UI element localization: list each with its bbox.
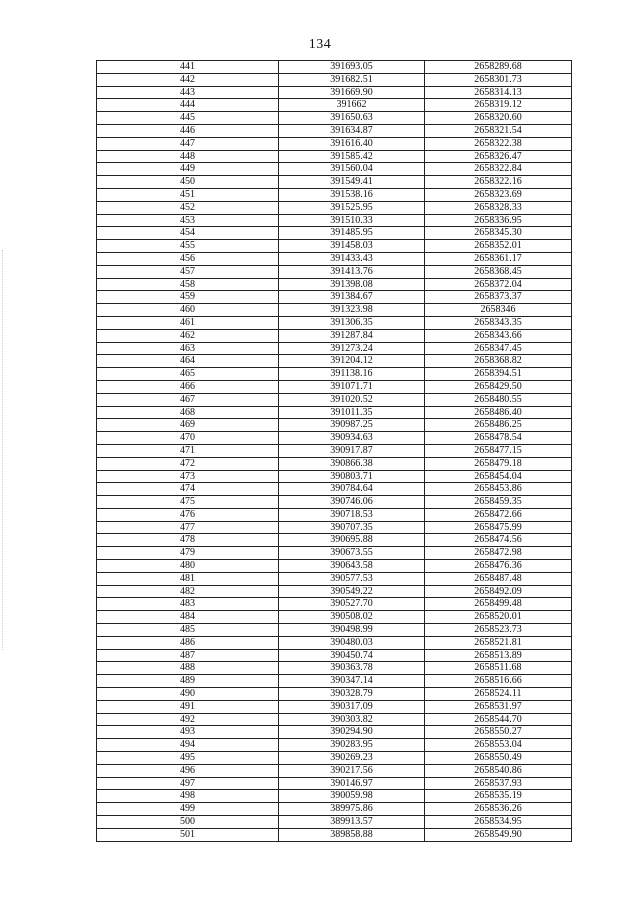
table-row bbox=[97, 291, 572, 304]
y-coordinate-cell: 2658536.26 bbox=[425, 803, 572, 816]
point-number-cell: 445 bbox=[97, 112, 279, 125]
table-row bbox=[97, 380, 572, 393]
point-number-cell: 484 bbox=[97, 611, 279, 624]
y-coordinate-cell: 2658523.73 bbox=[425, 624, 572, 637]
y-coordinate-cell: 2658550.27 bbox=[425, 726, 572, 739]
point-number-cell: 470 bbox=[97, 432, 279, 445]
y-coordinate-cell: 2658486.40 bbox=[425, 406, 572, 419]
point-number-cell: 497 bbox=[97, 777, 279, 790]
x-coordinate-cell: 391662 bbox=[279, 99, 425, 112]
table-row bbox=[97, 329, 572, 342]
y-coordinate-cell: 2658343.35 bbox=[425, 316, 572, 329]
y-coordinate-cell: 2658550.49 bbox=[425, 752, 572, 765]
x-coordinate-cell: 390784.64 bbox=[279, 483, 425, 496]
table-row bbox=[97, 496, 572, 509]
point-number-cell: 488 bbox=[97, 662, 279, 675]
table-row bbox=[97, 560, 572, 573]
y-coordinate-cell: 2658459.35 bbox=[425, 496, 572, 509]
y-coordinate-cell: 2658524.11 bbox=[425, 688, 572, 701]
point-number-cell: 501 bbox=[97, 828, 279, 841]
x-coordinate-cell: 390803.71 bbox=[279, 470, 425, 483]
y-coordinate-cell: 2658347.45 bbox=[425, 342, 572, 355]
y-coordinate-cell: 2658429.50 bbox=[425, 380, 572, 393]
x-coordinate-cell: 391020.52 bbox=[279, 393, 425, 406]
x-coordinate-cell: 391458.03 bbox=[279, 240, 425, 253]
point-number-cell: 492 bbox=[97, 713, 279, 726]
point-number-cell: 464 bbox=[97, 355, 279, 368]
x-coordinate-cell: 391682.51 bbox=[279, 73, 425, 86]
y-coordinate-cell: 2658314.13 bbox=[425, 86, 572, 99]
x-coordinate-cell: 391616.40 bbox=[279, 137, 425, 150]
table-row bbox=[97, 432, 572, 445]
x-coordinate-cell: 390508.02 bbox=[279, 611, 425, 624]
point-number-cell: 485 bbox=[97, 624, 279, 637]
y-coordinate-cell: 2658323.69 bbox=[425, 188, 572, 201]
x-coordinate-cell: 390643.58 bbox=[279, 560, 425, 573]
y-coordinate-cell: 2658553.04 bbox=[425, 739, 572, 752]
x-coordinate-cell: 389975.86 bbox=[279, 803, 425, 816]
x-coordinate-cell: 390303.82 bbox=[279, 713, 425, 726]
table-row bbox=[97, 828, 572, 841]
table-row bbox=[97, 176, 572, 189]
table-row bbox=[97, 764, 572, 777]
table-row bbox=[97, 534, 572, 547]
y-coordinate-cell: 2658499.48 bbox=[425, 598, 572, 611]
table-row bbox=[97, 137, 572, 150]
x-coordinate-cell: 390746.06 bbox=[279, 496, 425, 509]
y-coordinate-cell: 2658540.86 bbox=[425, 764, 572, 777]
y-coordinate-cell: 2658322.38 bbox=[425, 137, 572, 150]
x-coordinate-cell: 390450.74 bbox=[279, 649, 425, 662]
point-number-cell: 493 bbox=[97, 726, 279, 739]
y-coordinate-cell: 2658535.19 bbox=[425, 790, 572, 803]
point-number-cell: 498 bbox=[97, 790, 279, 803]
table-row bbox=[97, 547, 572, 560]
point-number-cell: 453 bbox=[97, 214, 279, 227]
table-row bbox=[97, 150, 572, 163]
point-number-cell: 489 bbox=[97, 675, 279, 688]
y-coordinate-cell: 2658368.45 bbox=[425, 265, 572, 278]
point-number-cell: 463 bbox=[97, 342, 279, 355]
x-coordinate-cell: 390294.90 bbox=[279, 726, 425, 739]
table-row bbox=[97, 598, 572, 611]
x-coordinate-cell: 390527.70 bbox=[279, 598, 425, 611]
table-row bbox=[97, 457, 572, 470]
point-number-cell: 460 bbox=[97, 304, 279, 317]
x-coordinate-cell: 391306.35 bbox=[279, 316, 425, 329]
x-coordinate-cell: 391071.71 bbox=[279, 380, 425, 393]
y-coordinate-cell: 2658487.48 bbox=[425, 572, 572, 585]
x-coordinate-cell: 390146.97 bbox=[279, 777, 425, 790]
table-row bbox=[97, 393, 572, 406]
table-row bbox=[97, 636, 572, 649]
table-row bbox=[97, 112, 572, 125]
y-coordinate-cell: 2658520.01 bbox=[425, 611, 572, 624]
y-coordinate-cell: 2658479.18 bbox=[425, 457, 572, 470]
y-coordinate-cell: 2658346 bbox=[425, 304, 572, 317]
y-coordinate-cell: 2658343.66 bbox=[425, 329, 572, 342]
table-row bbox=[97, 572, 572, 585]
x-coordinate-cell: 390283.95 bbox=[279, 739, 425, 752]
x-coordinate-cell: 390673.55 bbox=[279, 547, 425, 560]
y-coordinate-cell: 2658531.97 bbox=[425, 700, 572, 713]
x-coordinate-cell: 390577.53 bbox=[279, 572, 425, 585]
table-row bbox=[97, 649, 572, 662]
table-row bbox=[97, 752, 572, 765]
x-coordinate-cell: 391525.95 bbox=[279, 201, 425, 214]
x-coordinate-cell: 391413.76 bbox=[279, 265, 425, 278]
point-number-cell: 472 bbox=[97, 457, 279, 470]
y-coordinate-cell: 2658322.84 bbox=[425, 163, 572, 176]
y-coordinate-cell: 2658322.16 bbox=[425, 176, 572, 189]
y-coordinate-cell: 2658394.51 bbox=[425, 368, 572, 381]
x-coordinate-cell: 390695.88 bbox=[279, 534, 425, 547]
x-coordinate-cell: 391011.35 bbox=[279, 406, 425, 419]
y-coordinate-cell: 2658454.04 bbox=[425, 470, 572, 483]
table-row bbox=[97, 508, 572, 521]
table-row bbox=[97, 278, 572, 291]
table-row bbox=[97, 700, 572, 713]
x-coordinate-cell: 390363.78 bbox=[279, 662, 425, 675]
x-coordinate-cell: 390549.22 bbox=[279, 585, 425, 598]
point-number-cell: 494 bbox=[97, 739, 279, 752]
y-coordinate-cell: 2658476.36 bbox=[425, 560, 572, 573]
x-coordinate-cell: 390328.79 bbox=[279, 688, 425, 701]
point-number-cell: 450 bbox=[97, 176, 279, 189]
point-number-cell: 448 bbox=[97, 150, 279, 163]
point-number-cell: 457 bbox=[97, 265, 279, 278]
point-number-cell: 468 bbox=[97, 406, 279, 419]
y-coordinate-cell: 2658321.54 bbox=[425, 124, 572, 137]
x-coordinate-cell: 390707.35 bbox=[279, 521, 425, 534]
y-coordinate-cell: 2658478.54 bbox=[425, 432, 572, 445]
point-number-cell: 459 bbox=[97, 291, 279, 304]
point-number-cell: 443 bbox=[97, 86, 279, 99]
x-coordinate-cell: 390269.23 bbox=[279, 752, 425, 765]
point-number-cell: 465 bbox=[97, 368, 279, 381]
table-row bbox=[97, 675, 572, 688]
y-coordinate-cell: 2658326.47 bbox=[425, 150, 572, 163]
x-coordinate-cell: 390480.03 bbox=[279, 636, 425, 649]
table-row bbox=[97, 662, 572, 675]
x-coordinate-cell: 391538.16 bbox=[279, 188, 425, 201]
point-number-cell: 456 bbox=[97, 252, 279, 265]
point-number-cell: 481 bbox=[97, 572, 279, 585]
y-coordinate-cell: 2658534.95 bbox=[425, 816, 572, 829]
coordinate-table-body bbox=[97, 61, 572, 842]
x-coordinate-cell: 391273.24 bbox=[279, 342, 425, 355]
point-number-cell: 473 bbox=[97, 470, 279, 483]
table-row bbox=[97, 201, 572, 214]
y-coordinate-cell: 2658513.89 bbox=[425, 649, 572, 662]
y-coordinate-cell: 2658516.66 bbox=[425, 675, 572, 688]
coordinate-table bbox=[96, 60, 572, 842]
point-number-cell: 446 bbox=[97, 124, 279, 137]
point-number-cell: 495 bbox=[97, 752, 279, 765]
table-row bbox=[97, 227, 572, 240]
point-number-cell: 491 bbox=[97, 700, 279, 713]
table-row bbox=[97, 803, 572, 816]
y-coordinate-cell: 2658368.82 bbox=[425, 355, 572, 368]
table-row bbox=[97, 444, 572, 457]
table-row bbox=[97, 368, 572, 381]
point-number-cell: 454 bbox=[97, 227, 279, 240]
table-row bbox=[97, 790, 572, 803]
point-number-cell: 466 bbox=[97, 380, 279, 393]
y-coordinate-cell: 2658352.01 bbox=[425, 240, 572, 253]
table-row bbox=[97, 61, 572, 74]
table-row bbox=[97, 726, 572, 739]
y-coordinate-cell: 2658472.98 bbox=[425, 547, 572, 560]
x-coordinate-cell: 391650.63 bbox=[279, 112, 425, 125]
table-row bbox=[97, 73, 572, 86]
table-row bbox=[97, 713, 572, 726]
x-coordinate-cell: 390718.53 bbox=[279, 508, 425, 521]
point-number-cell: 444 bbox=[97, 99, 279, 112]
table-row bbox=[97, 688, 572, 701]
y-coordinate-cell: 2658301.73 bbox=[425, 73, 572, 86]
y-coordinate-cell: 2658511.68 bbox=[425, 662, 572, 675]
y-coordinate-cell: 2658477.15 bbox=[425, 444, 572, 457]
point-number-cell: 451 bbox=[97, 188, 279, 201]
x-coordinate-cell: 391634.87 bbox=[279, 124, 425, 137]
point-number-cell: 486 bbox=[97, 636, 279, 649]
point-number-cell: 447 bbox=[97, 137, 279, 150]
point-number-cell: 452 bbox=[97, 201, 279, 214]
y-coordinate-cell: 2658486.25 bbox=[425, 419, 572, 432]
table-row bbox=[97, 188, 572, 201]
y-coordinate-cell: 2658345.30 bbox=[425, 227, 572, 240]
x-coordinate-cell: 391485.95 bbox=[279, 227, 425, 240]
x-coordinate-cell: 391384.67 bbox=[279, 291, 425, 304]
table-row bbox=[97, 316, 572, 329]
table-row bbox=[97, 406, 572, 419]
y-coordinate-cell: 2658474.56 bbox=[425, 534, 572, 547]
x-coordinate-cell: 391287.84 bbox=[279, 329, 425, 342]
y-coordinate-cell: 2658372.04 bbox=[425, 278, 572, 291]
x-coordinate-cell: 390059.98 bbox=[279, 790, 425, 803]
coordinate-table-container bbox=[96, 60, 571, 842]
y-coordinate-cell: 2658453.86 bbox=[425, 483, 572, 496]
x-coordinate-cell: 389913.57 bbox=[279, 816, 425, 829]
table-row bbox=[97, 214, 572, 227]
point-number-cell: 476 bbox=[97, 508, 279, 521]
point-number-cell: 499 bbox=[97, 803, 279, 816]
point-number-cell: 469 bbox=[97, 419, 279, 432]
x-coordinate-cell: 391549.41 bbox=[279, 176, 425, 189]
table-row bbox=[97, 342, 572, 355]
table-row bbox=[97, 252, 572, 265]
table-row bbox=[97, 419, 572, 432]
point-number-cell: 478 bbox=[97, 534, 279, 547]
scan-margin-artifact bbox=[2, 250, 5, 650]
table-row bbox=[97, 739, 572, 752]
x-coordinate-cell: 391138.16 bbox=[279, 368, 425, 381]
x-coordinate-cell: 391560.04 bbox=[279, 163, 425, 176]
y-coordinate-cell: 2658289.68 bbox=[425, 61, 572, 74]
x-coordinate-cell: 391585.42 bbox=[279, 150, 425, 163]
y-coordinate-cell: 2658320.60 bbox=[425, 112, 572, 125]
x-coordinate-cell: 389858.88 bbox=[279, 828, 425, 841]
point-number-cell: 483 bbox=[97, 598, 279, 611]
table-row bbox=[97, 163, 572, 176]
table-row bbox=[97, 585, 572, 598]
table-row bbox=[97, 124, 572, 137]
x-coordinate-cell: 390866.38 bbox=[279, 457, 425, 470]
table-row bbox=[97, 86, 572, 99]
table-row bbox=[97, 355, 572, 368]
x-coordinate-cell: 391693.05 bbox=[279, 61, 425, 74]
x-coordinate-cell: 390347.14 bbox=[279, 675, 425, 688]
y-coordinate-cell: 2658328.33 bbox=[425, 201, 572, 214]
y-coordinate-cell: 2658319.12 bbox=[425, 99, 572, 112]
table-row bbox=[97, 624, 572, 637]
point-number-cell: 462 bbox=[97, 329, 279, 342]
point-number-cell: 461 bbox=[97, 316, 279, 329]
table-row bbox=[97, 816, 572, 829]
x-coordinate-cell: 391510.33 bbox=[279, 214, 425, 227]
point-number-cell: 455 bbox=[97, 240, 279, 253]
y-coordinate-cell: 2658373.37 bbox=[425, 291, 572, 304]
table-row bbox=[97, 304, 572, 317]
table-row bbox=[97, 521, 572, 534]
x-coordinate-cell: 390987.25 bbox=[279, 419, 425, 432]
table-row bbox=[97, 265, 572, 278]
table-row bbox=[97, 99, 572, 112]
point-number-cell: 480 bbox=[97, 560, 279, 573]
table-row bbox=[97, 240, 572, 253]
x-coordinate-cell: 391669.90 bbox=[279, 86, 425, 99]
point-number-cell: 458 bbox=[97, 278, 279, 291]
table-row bbox=[97, 777, 572, 790]
point-number-cell: 467 bbox=[97, 393, 279, 406]
y-coordinate-cell: 2658475.99 bbox=[425, 521, 572, 534]
table-row bbox=[97, 611, 572, 624]
x-coordinate-cell: 391323.98 bbox=[279, 304, 425, 317]
y-coordinate-cell: 2658361.17 bbox=[425, 252, 572, 265]
x-coordinate-cell: 390217.56 bbox=[279, 764, 425, 777]
x-coordinate-cell: 391204.12 bbox=[279, 355, 425, 368]
y-coordinate-cell: 2658537.93 bbox=[425, 777, 572, 790]
y-coordinate-cell: 2658544.70 bbox=[425, 713, 572, 726]
y-coordinate-cell: 2658336.95 bbox=[425, 214, 572, 227]
x-coordinate-cell: 390934.63 bbox=[279, 432, 425, 445]
y-coordinate-cell: 2658492.09 bbox=[425, 585, 572, 598]
table-row bbox=[97, 483, 572, 496]
point-number-cell: 479 bbox=[97, 547, 279, 560]
x-coordinate-cell: 390498.99 bbox=[279, 624, 425, 637]
point-number-cell: 474 bbox=[97, 483, 279, 496]
table-row bbox=[97, 470, 572, 483]
point-number-cell: 482 bbox=[97, 585, 279, 598]
point-number-cell: 475 bbox=[97, 496, 279, 509]
point-number-cell: 441 bbox=[97, 61, 279, 74]
page-number: 134 bbox=[308, 37, 332, 52]
x-coordinate-cell: 391398.08 bbox=[279, 278, 425, 291]
point-number-cell: 471 bbox=[97, 444, 279, 457]
y-coordinate-cell: 2658521.81 bbox=[425, 636, 572, 649]
y-coordinate-cell: 2658472.66 bbox=[425, 508, 572, 521]
x-coordinate-cell: 391433.43 bbox=[279, 252, 425, 265]
point-number-cell: 442 bbox=[97, 73, 279, 86]
y-coordinate-cell: 2658480.55 bbox=[425, 393, 572, 406]
point-number-cell: 500 bbox=[97, 816, 279, 829]
point-number-cell: 477 bbox=[97, 521, 279, 534]
point-number-cell: 487 bbox=[97, 649, 279, 662]
y-coordinate-cell: 2658549.90 bbox=[425, 828, 572, 841]
point-number-cell: 449 bbox=[97, 163, 279, 176]
point-number-cell: 496 bbox=[97, 764, 279, 777]
point-number-cell: 490 bbox=[97, 688, 279, 701]
x-coordinate-cell: 390317.09 bbox=[279, 700, 425, 713]
x-coordinate-cell: 390917.87 bbox=[279, 444, 425, 457]
